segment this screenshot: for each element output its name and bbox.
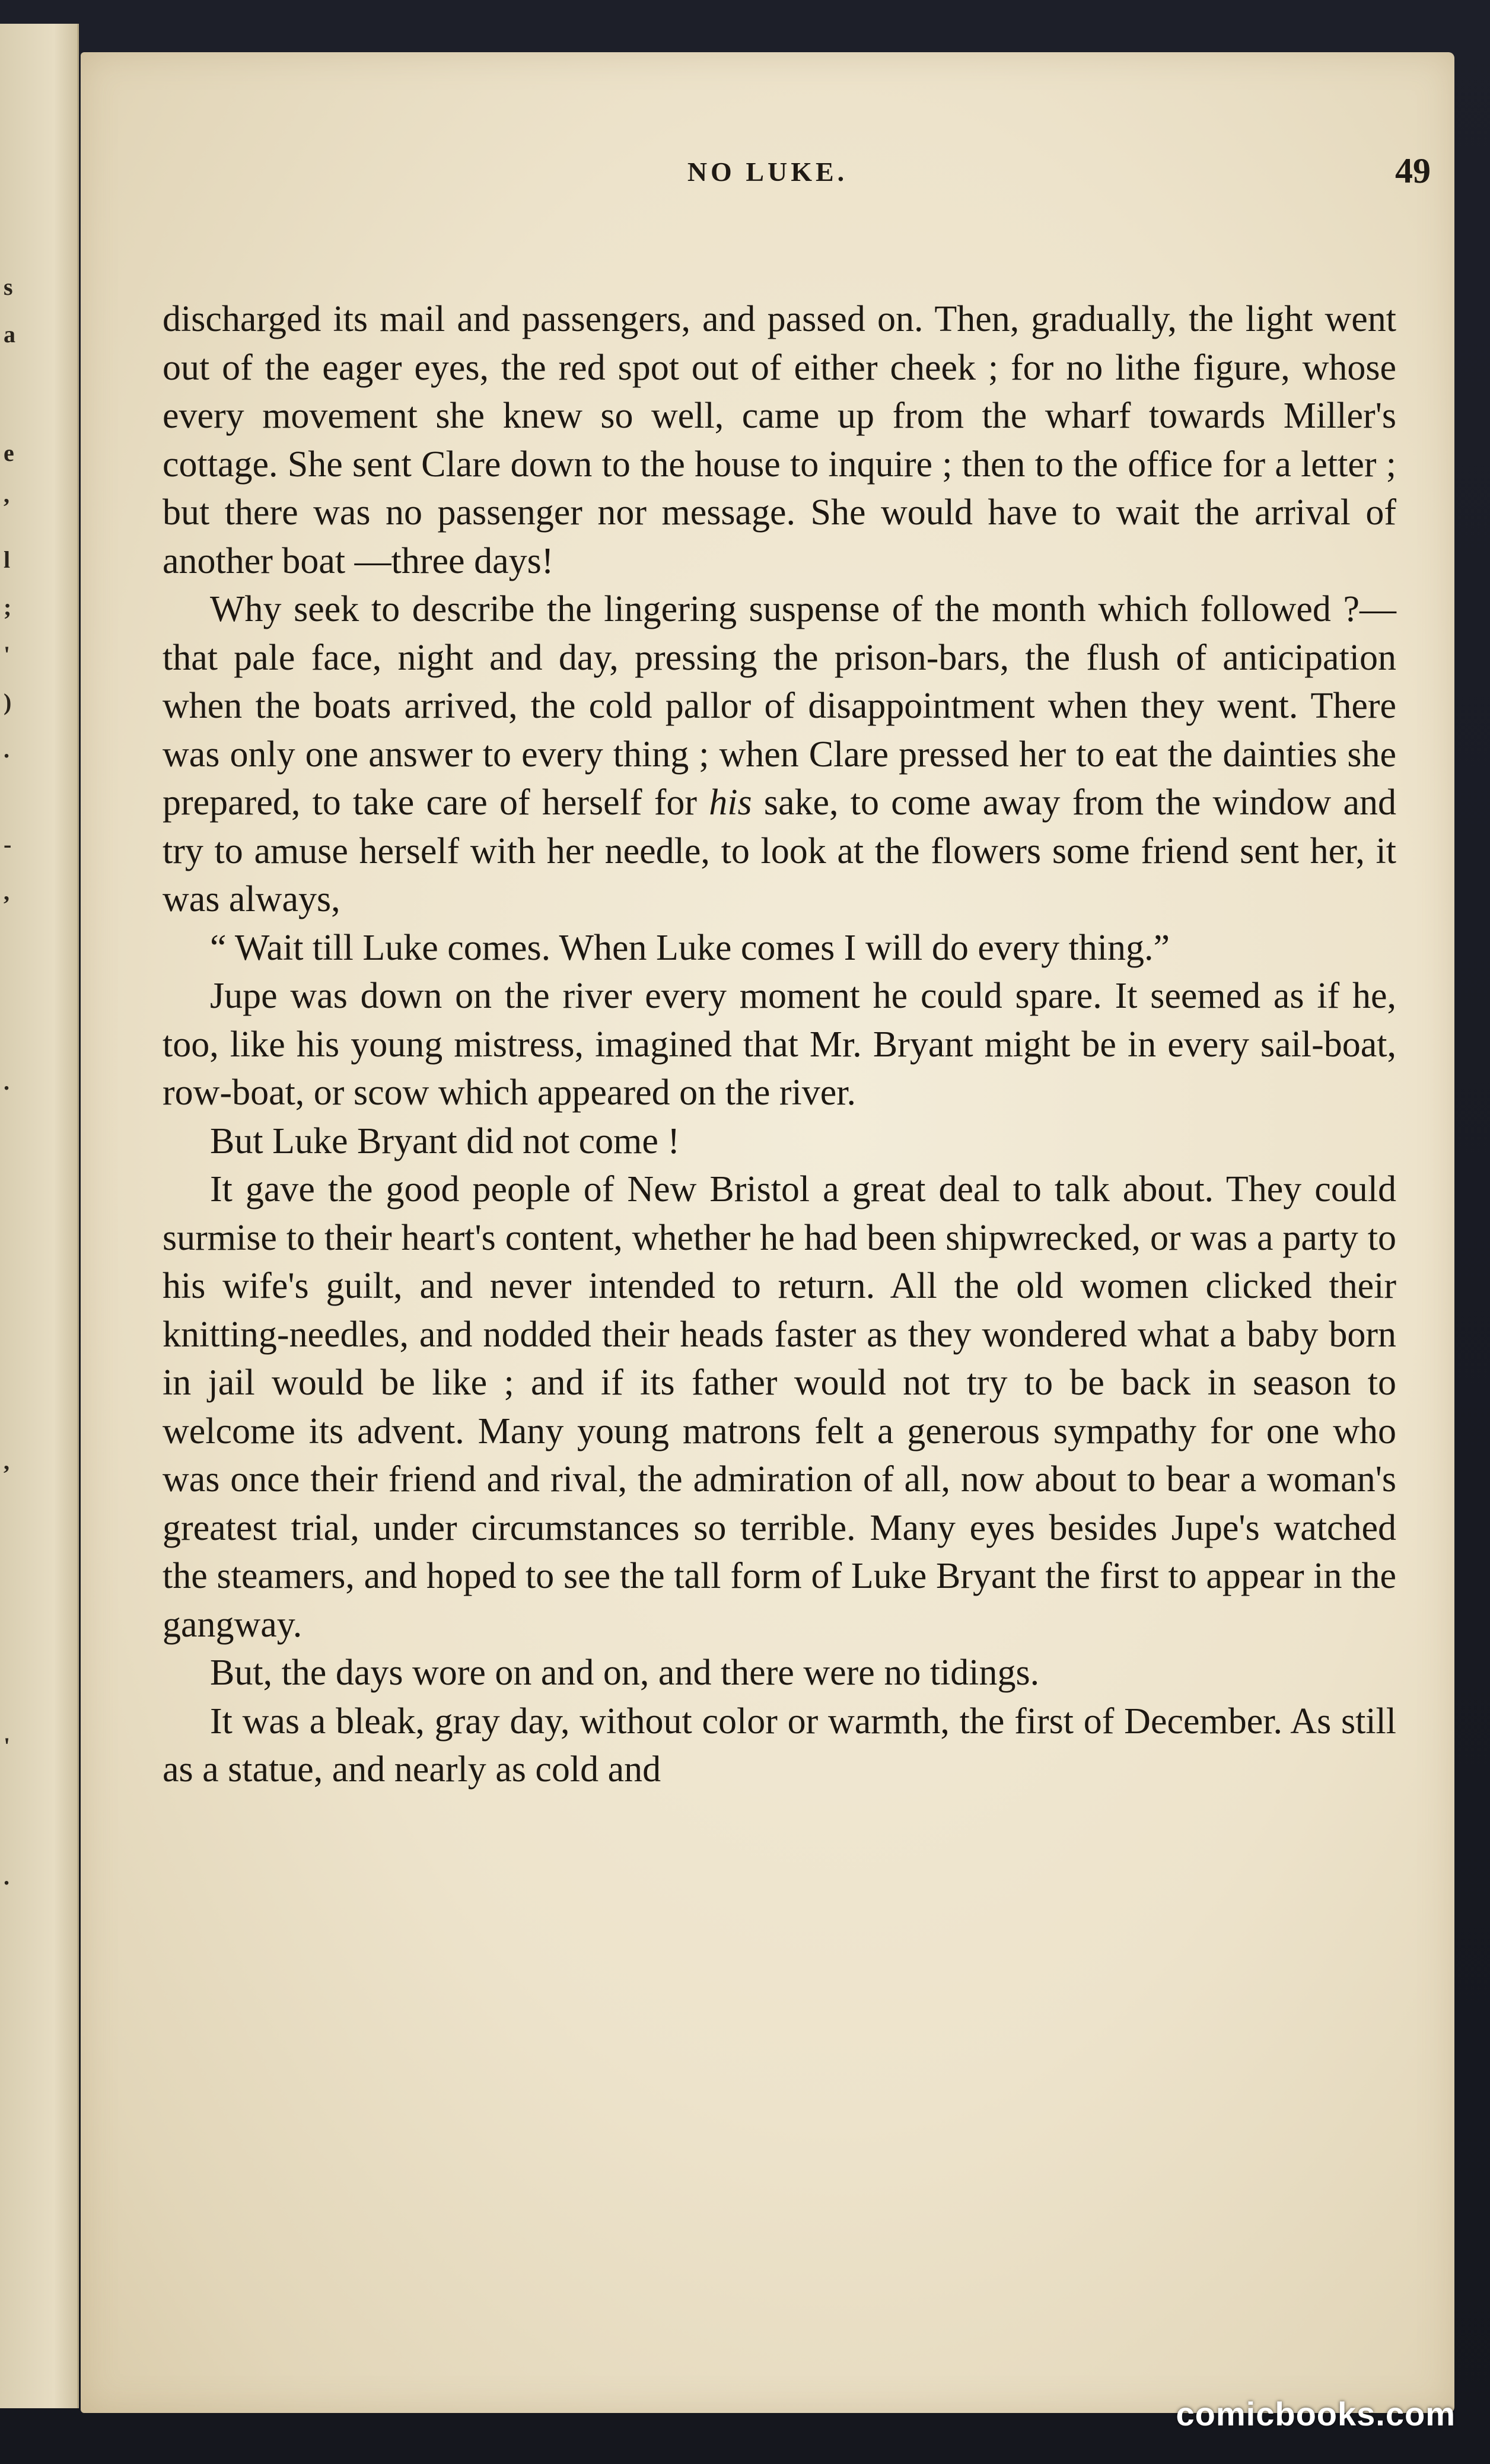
paragraph: “ Wait till Luke comes. When Luke comes I will do every thing.”	[210, 927, 1170, 968]
prev-page-char: .	[4, 1068, 9, 1095]
watermark: comicbooks.com	[1176, 2395, 1456, 2433]
book-page	[81, 52, 1454, 2413]
prev-page-char: .	[4, 1863, 9, 1890]
prev-page-char: '	[4, 641, 11, 668]
prev-page-char: .	[4, 736, 9, 763]
prev-page-char: l	[4, 546, 11, 573]
italic-emphasis: his	[709, 782, 752, 823]
paragraph: It gave the good people of New Bristol a great deal to talk about. They could surmise to their heart's content, whether he had been shipwrecked, or was a party to his wife's guilt, and never intended to return. All the old women clicked their knitting-needles, and nodded their heads faster as they wondered what a baby born in jail would be like ; and if its father would not try to be back in season to welcome its advent. Many young matrons felt a generous sympathy for one who was once their friend and rival, the admiration of all, now about to bear a woman's greatest trial, under circumstances so terrible. Many eyes besides Jupe's watched the steamers, and hoped to see the tall form of Luke Bryant the first to appear in the gangway.	[163, 1169, 1396, 1645]
previous-page-edge	[0, 24, 79, 2408]
prev-page-char: )	[4, 689, 12, 715]
prev-page-char: e	[4, 440, 14, 466]
prev-page-char: ,	[4, 481, 9, 508]
prev-page-char: a	[4, 321, 15, 348]
prev-page-char: -	[4, 831, 12, 858]
prev-page-char: ;	[4, 594, 12, 620]
prev-page-char: '	[4, 1733, 11, 1759]
body-text	[163, 295, 1396, 1794]
paragraph: But Luke Bryant did not come !	[210, 1120, 680, 1161]
prev-page-char: ,	[4, 1448, 9, 1475]
paragraph: It was a bleak, gray day, without color or warmth, the first of December. As still as a statue, and nearly as cold and	[163, 1701, 1396, 1790]
paragraph: Why seek to describe the lingering suspense of the month which followed ?—that pale face, night and day, pressing the prison-bars, the flush of anticipation when the boats arrived, the cold pallor of disappointment when they went. There was only one answer to every thing ; when Clare pressed her to eat the dainties she prepared, to take care of herself for his sake, to come away from the window and try to amuse herself with her needle, to look at the flowers some friend sent her, it was always,	[163, 589, 1396, 919]
running-head: NO LUKE.	[687, 157, 848, 187]
prev-page-char: s	[4, 273, 13, 300]
paragraph: Jupe was down on the river every moment he could spare. It seemed as if he, too, like his young mistress, imagined that Mr. Bryant might be in every sail-boat, row-boat, or scow which appeared on the river.	[163, 976, 1396, 1113]
prev-page-char: ,	[4, 878, 9, 905]
page-number: 49	[1395, 151, 1431, 190]
paragraph: discharged its mail and passengers, and passed on. Then, gradually, the light went out of the eager eyes, the red spot out of either cheek ; for no lithe figure, whose every movement she knew so well, came up from the wharf towards Miller's cottage. She sent Clare down to the house to inquire ; then to the office for a letter ; but there was no passenger nor message. She would have to wait the arrival of another boat —three days!	[163, 299, 1396, 581]
paragraph: But, the days wore on and on, and there were no tidings.	[210, 1653, 1040, 1693]
